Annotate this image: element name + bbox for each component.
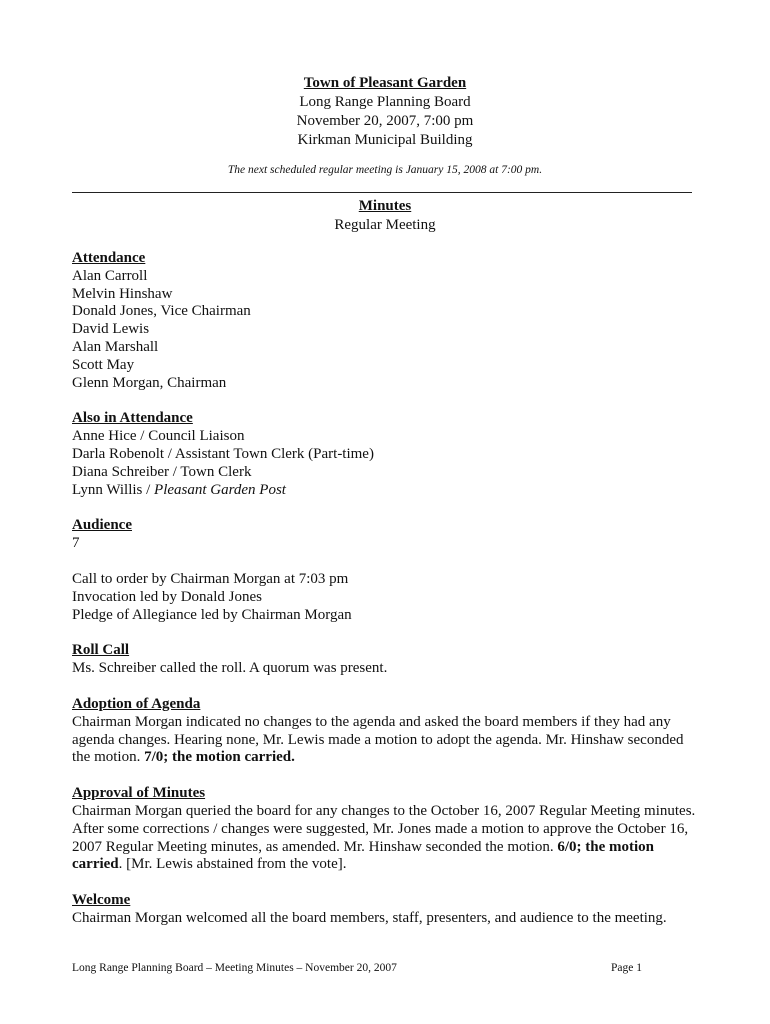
next-meeting-note: The next scheduled regular meeting is January 15, 2008 at 7:00 pm.	[227, 164, 543, 176]
pledge: Pledge of Allegiance led by Chairman Morgan	[72, 606, 352, 623]
page-number: Page 1	[611, 962, 642, 974]
welcome-section	[72, 892, 697, 928]
attendee: David Lewis	[72, 321, 150, 338]
meeting-type: Regular Meeting	[334, 217, 436, 233]
audience-count: 7	[72, 535, 80, 552]
attendee: Melvin Hinshaw	[72, 285, 173, 302]
attendance-heading: Attendance	[72, 250, 146, 266]
attendee: Glenn Morgan, Chairman	[72, 374, 227, 391]
attendance-section	[72, 250, 697, 392]
attendee: Donald Jones, Vice Chairman	[72, 303, 251, 320]
publication-name: Pleasant Garden Post	[154, 481, 286, 498]
attendee: Alan Carroll	[72, 267, 148, 284]
agenda-text: Chairman Morgan indicated no changes to the agenda and asked the board members if they had any agenda changes. Hearing none, Mr. Lewis made a motion to adopt the agenda. Mr. Hinshaw seconded the motion.	[72, 713, 684, 766]
organization-name: Town of Pleasant Garden	[303, 75, 467, 91]
roll-call-text: Ms. Schreiber called the roll. A quorum was present.	[72, 660, 388, 677]
also-attendee	[72, 482, 697, 500]
call-to-order: Call to order by Chairman Morgan at 7:03 pm	[72, 570, 349, 587]
meeting-date: November 20, 2007, 7:00 pm	[296, 113, 474, 129]
invocation: Invocation led by Donald Jones	[72, 588, 262, 605]
attendee: Alan Marshall	[72, 338, 159, 355]
audience-heading: Audience	[72, 517, 132, 534]
document-header	[0, 74, 770, 150]
welcome-heading: Welcome	[72, 892, 131, 909]
also-attendee: Darla Robenolt / Assistant Town Clerk (Part-time)	[72, 445, 374, 462]
also-attendee: Anne Hice / Council Liaison	[72, 428, 245, 445]
roll-call-heading: Roll Call	[72, 642, 130, 659]
approval-tail: . [Mr. Lewis abstained from the vote].	[118, 856, 347, 873]
agenda-vote: 7/0; the motion carried.	[144, 749, 295, 766]
agenda-paragraph	[72, 714, 697, 767]
approval-heading: Approval of Minutes	[72, 785, 206, 802]
welcome-text: Chairman Morgan welcomed all the board members, staff, presenters, and audience to the meeting.	[72, 909, 667, 926]
approval-text: Chairman Morgan queried the board for any changes to the October 16, 2007 Regular Meeting minutes. After some corrections / changes were suggested, Mr. Jones made a motion to approve the October 16, 2007 Regular Meeting minutes, as amended. Mr. Hinshaw seconded the motion.	[72, 802, 696, 855]
also-attendance-heading: Also in Attendance	[72, 410, 193, 427]
horizontal-divider	[72, 192, 692, 193]
agenda-heading: Adoption of Agenda	[72, 695, 201, 712]
minutes-heading	[0, 197, 770, 235]
also-attendee-name: Lynn Willis /	[72, 481, 155, 498]
document-body	[72, 250, 697, 946]
footer-title: Long Range Planning Board – Meeting Minutes – November 20, 2007	[72, 962, 397, 974]
attendee: Scott May	[72, 356, 135, 373]
agenda-section	[72, 696, 697, 767]
minutes-title: Minutes	[358, 198, 412, 214]
audience-section	[72, 517, 697, 553]
approval-paragraph	[72, 803, 697, 874]
board-name: Long Range Planning Board	[299, 94, 471, 110]
roll-call-section	[72, 642, 697, 678]
also-attendance-section	[72, 410, 697, 499]
approval-vote: 6/0; the motion carried	[72, 838, 654, 873]
meeting-location: Kirkman Municipal Building	[297, 132, 473, 148]
approval-section	[72, 785, 697, 874]
also-attendee: Diana Schreiber / Town Clerk	[72, 463, 252, 480]
opening-section	[72, 571, 697, 624]
